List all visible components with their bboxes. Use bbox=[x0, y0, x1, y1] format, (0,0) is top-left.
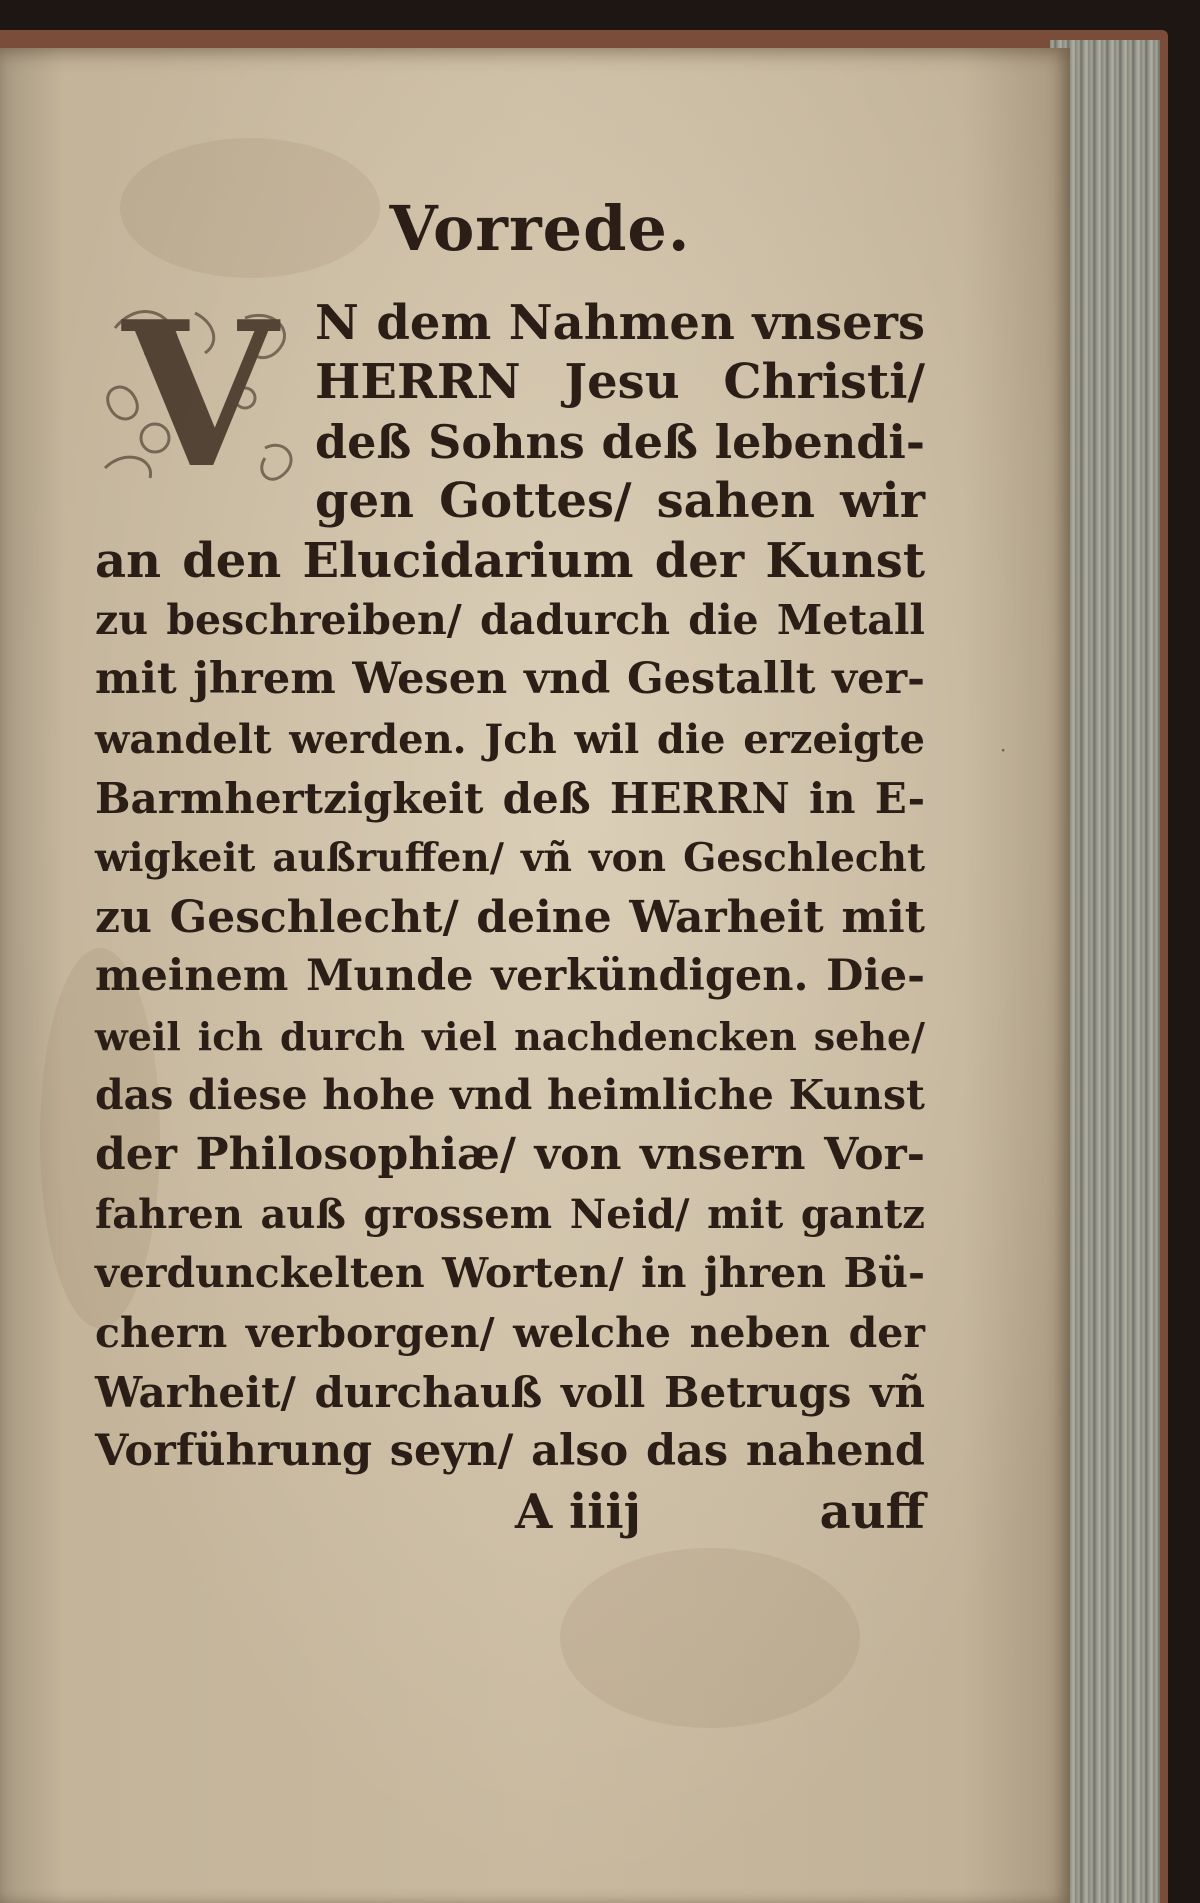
text-line: Barmhertzigkeit deß HERRN in E- bbox=[95, 774, 925, 824]
text-line: wandelt werden. Jch wil die erzeigte bbox=[95, 715, 925, 763]
text-line: deß Sohns deß lebendi- bbox=[315, 414, 925, 469]
book-page bbox=[0, 48, 1070, 1903]
text-line: zu Geschlecht/ deine Warheit mit bbox=[95, 891, 925, 943]
text-line: meinem Munde verkündigen. Die- bbox=[95, 951, 925, 1002]
text-line: fahren auß grossem Neid/ mit gantz bbox=[95, 1190, 925, 1238]
text-line: mit jhrem Wesen vnd Gestallt ver- bbox=[95, 654, 925, 705]
text-line: wigkeit außruffen/ vñ von Geschlecht bbox=[95, 834, 925, 881]
text-line: HERRN Jesu Christi/ bbox=[315, 354, 925, 411]
text-line: der Philosophiæ/ von vnsern Vor- bbox=[95, 1129, 925, 1181]
text-line: zu beschreiben/ dadurch die Metall bbox=[95, 595, 925, 644]
text-line: das diese hohe vnd heimliche Kunst bbox=[95, 1071, 925, 1120]
margin-mark: · bbox=[1000, 738, 1007, 762]
text-line: chern verborgen/ welche neben der bbox=[95, 1308, 925, 1357]
text-line: gen Gottes/ sahen wir bbox=[315, 473, 925, 530]
text-line: N dem Nahmen vnsers bbox=[315, 295, 925, 351]
page-footer-line bbox=[95, 1482, 925, 1542]
text-line: Vorführung seyn/ also das nahend bbox=[95, 1426, 925, 1477]
page-heading: Vorrede. bbox=[389, 192, 691, 265]
catchword: auff bbox=[819, 1483, 925, 1540]
text-line: an den Elucidarium der Kunst bbox=[95, 532, 925, 589]
text-line: weil ich durch viel nachdencken sehe/ bbox=[95, 1013, 925, 1059]
text-line: verdunckelten Worten/ in jhren Bü- bbox=[95, 1249, 925, 1298]
signature-mark: A iiij bbox=[515, 1483, 642, 1540]
decorated-initial bbox=[95, 278, 305, 513]
drop-cap-letter: V bbox=[122, 278, 278, 513]
text-line: Warheit/ durchauß voll Betrugs vñ bbox=[95, 1368, 925, 1418]
text-block bbox=[95, 192, 925, 1542]
foxing-stain bbox=[560, 1548, 860, 1728]
initial-ornament-icon bbox=[95, 298, 305, 493]
